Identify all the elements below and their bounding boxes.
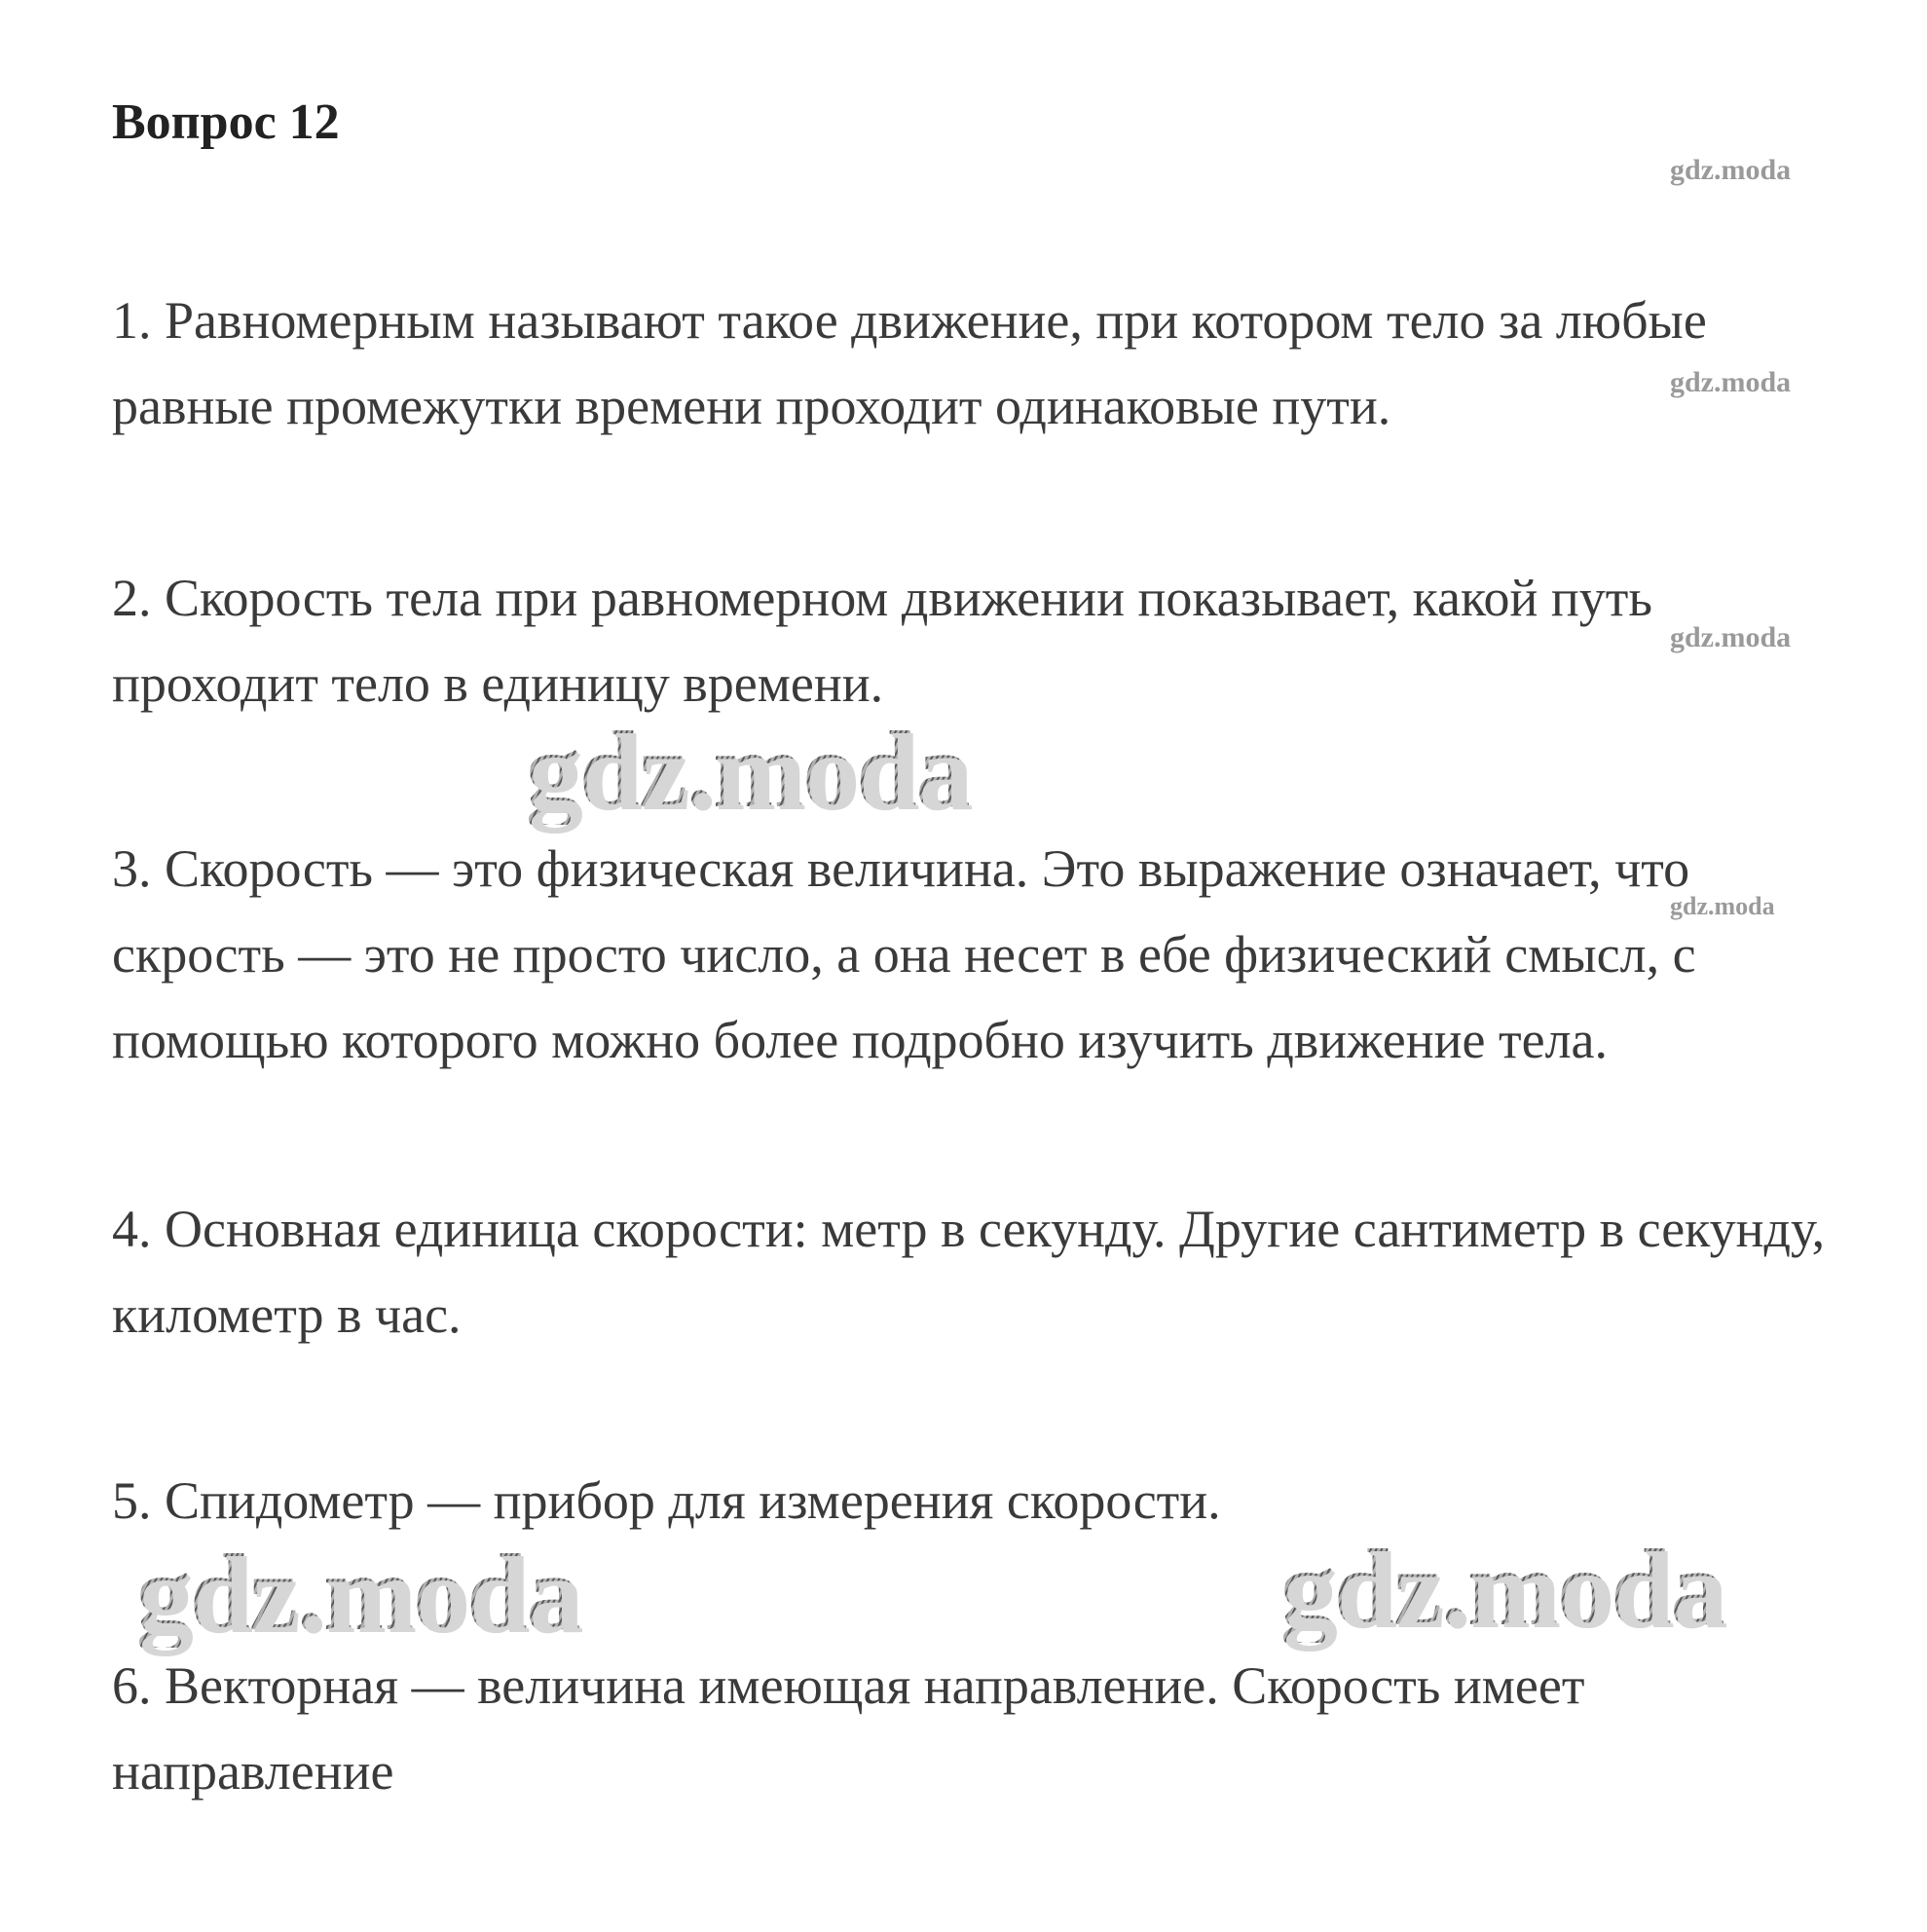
watermark-large: gdz.moda	[136, 1533, 580, 1653]
answer-paragraph-3: 3. Скорость — это физическая величина. Это выражение означает, что скрость — это не просто число, а она несет в ебе физический смысл, с помощью которого можно более подробно изучить движение тела.	[112, 839, 1696, 1069]
watermark-small: gdz.moda	[1670, 621, 1792, 653]
watermark-small: gdz.moda	[1670, 366, 1792, 398]
watermark-large: gdz.moda	[1280, 1528, 1724, 1649]
answer-paragraph-1: 1. Равномерным называют такое движение, при котором тело за любые равные промежутки времени проходит одинаковые пути.	[112, 291, 1707, 435]
answer-paragraph-2: 2. Скорость тела при равномерном движении показывает, какой путь проходит тело в единицу времени.	[112, 569, 1653, 713]
watermark-small: gdz.moda	[1670, 892, 1775, 920]
page-title: Вопрос 12	[112, 94, 340, 150]
watermark-large: gdz.moda	[526, 710, 970, 831]
watermark-small: gdz.moda	[1670, 154, 1792, 186]
answer-paragraph-4: 4. Основная единица скорости: метр в секунду. Другие сантиметр в секунду, километр в час.	[112, 1200, 1826, 1344]
answer-paragraph-6: 6. Векторная — величина имеющая направление. Скорость имеет направление	[112, 1656, 1585, 1801]
answer-paragraph-5: 5. Спидометр — прибор для измерения скорости.	[112, 1471, 1221, 1530]
